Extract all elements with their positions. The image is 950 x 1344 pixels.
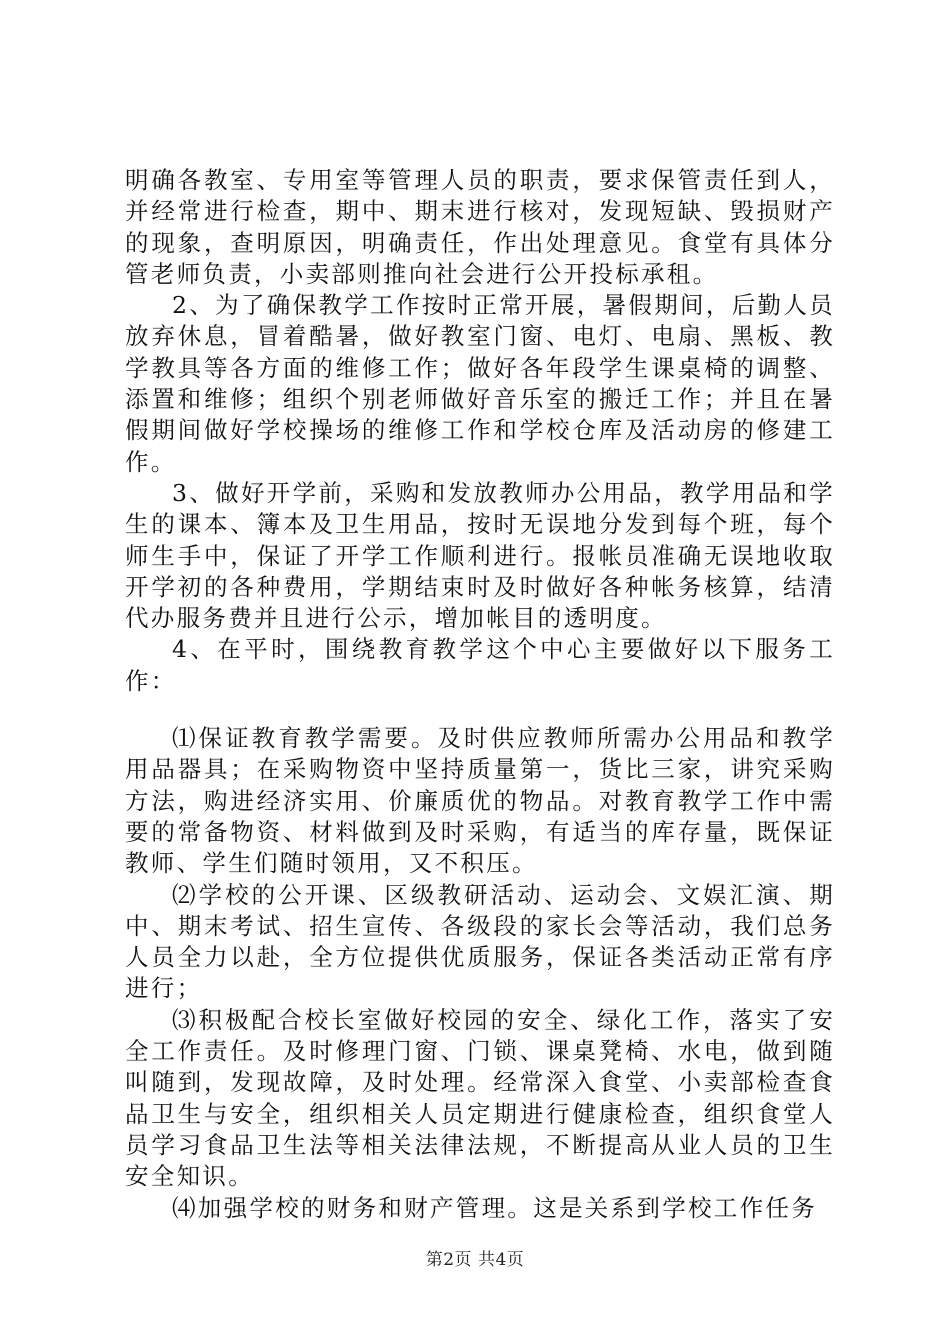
paragraph-subitem-4: ⑷加强学校的财务和财产管理。这是关系到学校工作任务 xyxy=(172,1193,817,1222)
paragraph-continuation: 明确各教室、专用室等管理人员的职责，要求保管责任到人，并经常进行检查，期中、期末进行核对，发现短缺、毁损财产的现象，查明原因，明确责任，作出处理意见。食堂有具体分管老师负责，小卖部则推向社会进行公开投标承租。 xyxy=(125,166,835,288)
paragraph-item-2: 2、为了确保教学工作按时正常开展，暑假期间，后勤人员放弃休息，冒着酷暑，做好教室门窗、电灯、电扇、黑板、教学教具等各方面的维修工作；做好各年段学生课桌椅的调整、添置和维修；组织个别老师做好音乐室的搬迁工作；并且在暑假期间做好学校操场的维修工作和学校仓库及活动房的修建工作。 xyxy=(125,291,835,476)
paragraph-item-4: 4、在平时，围绕教育教学这个中心主要做好以下服务工作： xyxy=(125,635,835,695)
paragraph-subitem-2: ⑵学校的公开课、区级教研活动、运动会、文娱汇演、期中、期末考试、招生宣传、各级段的家长会等活动，我们总务人员全力以赴，全方位提供优质服务，保证各类活动正常有序进行； xyxy=(125,880,835,1003)
page-number-footer: 第2页 共4页 xyxy=(425,1250,525,1270)
paragraph-subitem-3: ⑶积极配合校长室做好校园的安全、绿化工作，落实了安全工作责任。及时修理门窗、门锁、课桌凳椅、水电，做到随叫随到，发现故障，及时处理。经常深入食堂、小卖部检查食品卫生与安全，组织相关人员定期进行健康检查，组织食堂人员学习食品卫生法等相关法律法规，不断提高从业人员的卫生安全知识。 xyxy=(125,1005,835,1191)
document-body xyxy=(125,165,835,1224)
paragraph-item-3: 3、做好开学前，采购和发放教师办公用品，教学用品和学生的课本、簿本及卫生用品，按时无误地分发到每个班，每个师生手中，保证了开学工作顺利进行。报帐员准确无误地收取开学初的各种费用，学期结束时及时做好各种帐务核算，结清代办服务费并且进行公示，增加帐目的透明度。 xyxy=(125,478,835,633)
paragraph-subitem-1: ⑴保证教育教学需要。及时供应教师所需办公用品和教学用品器具；在采购物资中坚持质量第一，货比三家，讲究采购方法，购进经济实用、价廉质优的物品。对教育教学工作中需要的常备物资、材料做到及时采购，有适当的库存量，既保证教师、学生们随时领用，又不积压。 xyxy=(125,724,835,878)
